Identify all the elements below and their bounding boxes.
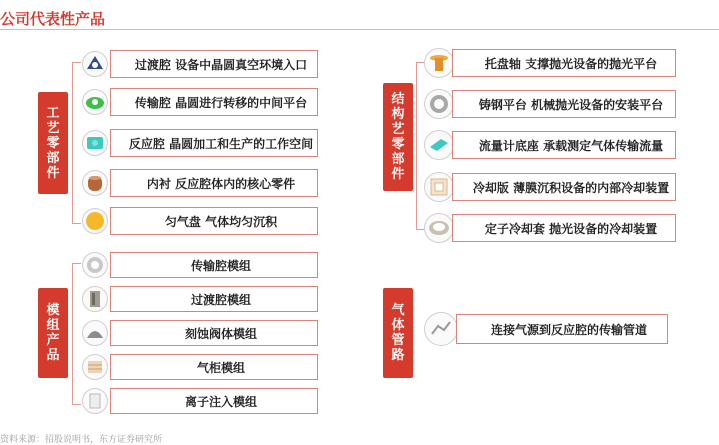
ion-implant-module-icon: [84, 390, 106, 412]
product-box-etch-valve-module: 刻蚀阀体模组: [110, 320, 318, 346]
product-box-transport-module: 传输腔模组: [110, 252, 318, 278]
product-box-ion-implant-module: 离子注入模组: [110, 388, 318, 414]
icon-transfer-module: [82, 286, 108, 312]
flowmeter-base-icon: [427, 133, 451, 157]
reaction-chamber-icon: [84, 132, 106, 154]
icon-gas-pipe: [424, 312, 458, 346]
cast-steel-platform-icon: [427, 92, 451, 116]
icon-cooling-plate: [424, 172, 454, 202]
product-box-transfer-module: 过渡腔模组: [110, 286, 318, 312]
icon-liner: [82, 170, 108, 196]
icon-stator-cooling-jacket: [424, 213, 454, 243]
transfer-chamber-icon: [84, 53, 106, 75]
etch-valve-module-icon: [84, 322, 106, 344]
icon-gas-cabinet-module: [82, 354, 108, 380]
stator-cooling-jacket-icon: [427, 216, 451, 240]
icon-transport-module: [82, 252, 108, 278]
product-box-gas-pipe: 连接气源到反应腔的传输管道: [456, 314, 668, 344]
transport-chamber-icon: [84, 91, 106, 113]
bracket: [72, 62, 81, 224]
icon-ion-implant-module: [82, 388, 108, 414]
product-box-gas-cabinet-module: 气柜模组: [110, 354, 318, 380]
product-box-liner: 内衬 反应腔体内的核心零件: [110, 169, 318, 197]
liner-icon: [84, 172, 106, 194]
gas-cabinet-module-icon: [84, 356, 106, 378]
product-box-stator-cooling-jacket: 定子冷却套 抛光设备的冷却装置: [452, 214, 676, 242]
icon-flowmeter-base: [424, 130, 454, 160]
title-divider: [0, 29, 719, 30]
icon-reaction-chamber: [82, 130, 108, 156]
cooling-plate-icon: [427, 175, 451, 199]
category-label-gas-pipes: 气体管路: [383, 288, 413, 378]
transport-module-icon: [84, 254, 106, 276]
icon-gas-distribution-plate: [82, 208, 108, 234]
bracket: [72, 263, 81, 405]
product-box-reaction-chamber: 反应腔 晶圆加工和生产的工作空间: [110, 129, 318, 157]
product-box-cooling-plate: 冷却版 薄膜沉积设备的内部冷却装置: [452, 173, 676, 201]
transfer-module-icon: [84, 288, 106, 310]
icon-transport-chamber: [82, 89, 108, 115]
product-box-cast-steel-platform: 铸钢平台 机械抛光设备的安装平台: [452, 90, 676, 118]
icon-transfer-chamber: [82, 51, 108, 77]
icon-tray-shaft: [424, 48, 454, 78]
product-box-tray-shaft: 托盘轴 支撑抛光设备的抛光平台: [452, 49, 676, 77]
product-box-flowmeter-base: 流量计底座 承载测定气体传输流量: [452, 131, 676, 159]
product-box-transfer-chamber: 过渡腔 设备中晶圆真空环境入口: [110, 50, 318, 78]
product-box-transport-chamber: 传输腔 晶圆进行转移的中间平台: [110, 88, 318, 116]
source-note: 资料来源：招股说明书，东方证券研究所: [0, 435, 163, 445]
category-label-module-products: 模组产品: [38, 288, 68, 378]
icon-etch-valve-module: [82, 320, 108, 346]
gas-distribution-plate-icon: [84, 210, 106, 232]
icon-cast-steel-platform: [424, 89, 454, 119]
page-title: 公司代表性产品: [0, 10, 106, 28]
tray-shaft-icon: [427, 51, 451, 75]
category-label-process-parts: 工艺零部件: [38, 92, 68, 194]
product-box-gas-distribution-plate: 匀气盘 气体均匀沉积: [110, 207, 318, 235]
gas-pipe-icon: [428, 316, 454, 342]
category-label-structural-parts: 结构艺零部件: [383, 83, 413, 191]
